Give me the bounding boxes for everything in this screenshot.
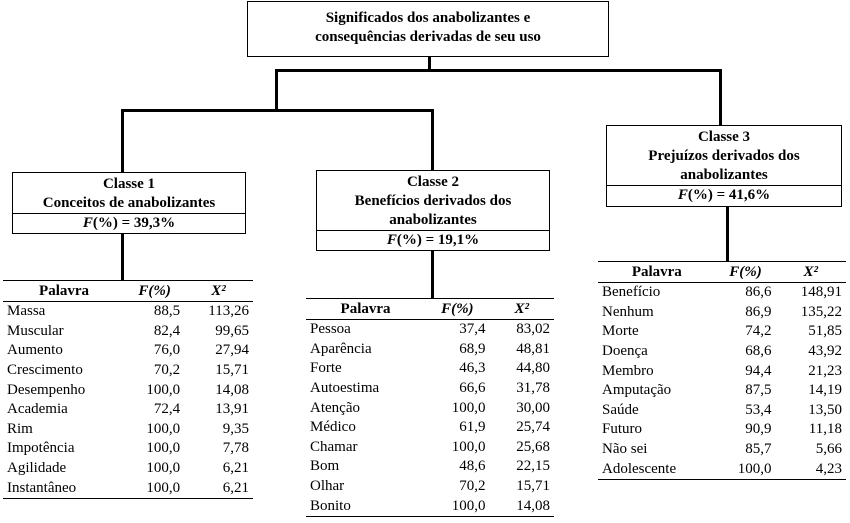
stem-right [719, 69, 722, 125]
table-row [598, 322, 846, 342]
word-cell: Pessoa [310, 321, 351, 338]
chi-square-cell: 6,21 [184, 478, 253, 498]
frequency-cell: 53,4 [745, 401, 772, 418]
table-row [598, 440, 846, 460]
frequency-cell: 100,0 [146, 440, 181, 457]
word-cell: Muscular [7, 322, 64, 339]
table-row [598, 361, 846, 381]
table-row [3, 302, 253, 322]
class1-box [12, 172, 246, 234]
frequency-cell: 82,4 [153, 322, 181, 339]
word-cell: Forte [310, 360, 342, 377]
frequency-cell: 70,2 [459, 478, 486, 495]
class1-word-table [3, 280, 253, 499]
table-row [3, 322, 253, 342]
table-row [3, 420, 253, 440]
stem-class3-table [726, 207, 729, 261]
chi-square-cell: 83,02 [516, 321, 550, 338]
chi-square-cell: 148,91 [800, 284, 842, 301]
stem-class1-table [121, 234, 124, 280]
frequency-cell: 100,0 [146, 460, 181, 477]
word-cell: Atenção [310, 399, 360, 416]
frequency-cell: 68,6 [745, 343, 772, 360]
class3-frequency: F(%) = 41,6% [607, 185, 841, 205]
word-cell: Nenhum [602, 303, 654, 320]
table-row [598, 283, 846, 303]
stem-class2 [431, 109, 434, 170]
stem-upper-left [275, 69, 278, 111]
frequency-cell: 46,3 [459, 360, 486, 377]
word-cell: Aparência [310, 340, 372, 357]
table-row [3, 361, 253, 381]
word-cell: Crescimento [7, 362, 83, 379]
frequency-cell: 90,9 [745, 421, 772, 438]
frequency-cell: 100,0 [146, 420, 181, 437]
chi-square-cell: 30,00 [516, 399, 550, 416]
class1-heading: Classe 1 [102, 176, 156, 192]
word-cell: Bonito [306, 496, 425, 516]
chi-square-cell: 113,26 [208, 303, 249, 320]
chi-square-cell: 11,18 [808, 421, 842, 438]
chi-square-cell: 48,81 [516, 340, 550, 357]
hbar-top [275, 69, 722, 72]
table-row [306, 418, 554, 438]
frequency-cell: 100,0 [125, 478, 184, 498]
frequency-cell: 74,2 [745, 323, 772, 340]
word-cell: Chamar [310, 438, 358, 455]
frequency-cell: 48,6 [459, 458, 486, 475]
chi-square-cell: 13,91 [215, 401, 249, 418]
word-cell: Rim [7, 420, 33, 437]
chi-square-cell: 14,08 [215, 381, 249, 398]
table-row [3, 478, 253, 498]
word-cell: Academia [7, 401, 68, 418]
chi-square-cell: 44,80 [516, 360, 550, 377]
table-row [598, 459, 846, 479]
word-cell: Autoestima [310, 380, 380, 397]
frequency-cell: 68,9 [459, 340, 486, 357]
table-row [3, 459, 253, 479]
table-row [306, 457, 554, 477]
chi-square-cell: 43,92 [808, 343, 842, 360]
frequency-cell: 100,0 [716, 459, 776, 479]
frequency-cell: 86,6 [745, 284, 772, 301]
chi-square-cell: 14,19 [808, 382, 842, 399]
column-header: X² [775, 262, 846, 283]
table-header-row [598, 262, 846, 283]
table-row [598, 401, 846, 421]
frequency-cell: 100,0 [451, 438, 486, 455]
table-header-row [306, 299, 554, 320]
word-cell: Bom [310, 458, 340, 475]
chi-square-cell: 6,21 [222, 460, 249, 477]
class2-heading: Classe 2 [406, 174, 460, 190]
class1-subtitle: Conceitos de anabolizantes [42, 195, 216, 211]
chi-square-cell: 9,35 [222, 420, 249, 437]
frequency-cell: 88,5 [153, 303, 181, 320]
word-cell: Membro [602, 362, 654, 379]
frequency-cell: 85,7 [745, 441, 772, 458]
table-row [306, 320, 554, 340]
frequency-cell: 100,0 [451, 399, 486, 416]
root-title-line2: consequências derivadas de seu uso [315, 29, 541, 45]
word-cell: Não sei [602, 441, 648, 458]
class3-subtitle-line1: Prejuízos derivados dos [648, 148, 800, 164]
table-row [3, 341, 253, 361]
word-cell: Amputação [602, 382, 672, 399]
table-row [306, 438, 554, 458]
class3-box [606, 125, 842, 207]
table-row [3, 380, 253, 400]
chi-square-cell: 4,23 [775, 459, 846, 479]
table-row [306, 379, 554, 399]
table-row [306, 340, 554, 360]
stem-class2-table [431, 251, 434, 298]
table-row [598, 420, 846, 440]
frequency-cell: 100,0 [425, 496, 489, 516]
column-header: F(%) [125, 281, 184, 302]
chi-square-cell: 25,74 [516, 419, 550, 436]
word-cell: Impotência [7, 440, 75, 457]
word-cell: Doença [602, 343, 648, 360]
frequency-cell: 94,4 [745, 362, 772, 379]
chi-square-cell: 25,68 [516, 438, 550, 455]
table-row [598, 381, 846, 401]
chi-square-cell: 15,71 [215, 362, 249, 379]
word-cell: Instantâneo [3, 478, 125, 498]
frequency-cell: 61,9 [459, 419, 486, 436]
chi-square-cell: 27,94 [215, 342, 249, 359]
word-cell: Olhar [310, 478, 345, 495]
chi-square-cell: 5,66 [815, 441, 842, 458]
column-header: Palavra [598, 262, 716, 283]
table-row [598, 303, 846, 323]
chi-square-cell: 7,78 [222, 440, 249, 457]
word-cell: Aumento [7, 342, 63, 359]
chi-square-cell: 99,65 [215, 322, 249, 339]
frequency-cell: 87,5 [745, 382, 772, 399]
stem-class1 [121, 109, 124, 172]
root-title-line1: Significados dos anabolizantes e [325, 10, 531, 26]
table-row [306, 477, 554, 497]
word-cell: Desempenho [7, 381, 86, 398]
word-cell: Agilidade [7, 460, 67, 477]
word-cell: Futuro [602, 421, 643, 438]
column-header: Palavra [306, 299, 425, 320]
class2-subtitle-line2: anabolizantes [389, 212, 477, 228]
column-header: F(%) [425, 299, 489, 320]
column-header: F(%) [716, 262, 776, 283]
class3-heading: Classe 3 [697, 129, 751, 145]
word-cell: Adolescente [598, 459, 716, 479]
column-header: Palavra [3, 281, 125, 302]
frequency-cell: 70,2 [153, 362, 181, 379]
frequency-cell: 100,0 [146, 381, 181, 398]
class3-subtitle-line2: anabolizantes [680, 167, 768, 183]
word-cell: Massa [7, 303, 46, 320]
column-header: X² [184, 281, 253, 302]
class2-word-table [306, 298, 554, 517]
class2-frequency: F(%) = 19,1% [317, 230, 549, 250]
class3-word-table [598, 261, 846, 480]
class1-frequency: F(%) = 39,3% [13, 213, 245, 233]
chi-square-cell: 21,23 [808, 362, 842, 379]
table-row [3, 439, 253, 459]
chi-square-cell: 15,71 [516, 478, 550, 495]
column-header: X² [490, 299, 554, 320]
table-row [306, 359, 554, 379]
table-row [3, 400, 253, 420]
word-cell: Saúde [602, 401, 639, 418]
table-header-row [3, 281, 253, 302]
frequency-cell: 66,6 [459, 380, 486, 397]
chi-square-cell: 14,08 [490, 496, 554, 516]
chi-square-cell: 135,22 [800, 303, 842, 320]
frequency-cell: 86,9 [745, 303, 772, 320]
word-cell: Morte [602, 323, 639, 340]
frequency-cell: 72,4 [153, 401, 181, 418]
chi-square-cell: 22,15 [516, 458, 550, 475]
table-row [306, 398, 554, 418]
chi-square-cell: 51,85 [808, 323, 842, 340]
chi-square-cell: 31,78 [516, 380, 550, 397]
table-row [598, 342, 846, 362]
frequency-cell: 37,4 [459, 321, 486, 338]
frequency-cell: 76,0 [153, 342, 181, 359]
class2-box [316, 170, 550, 251]
word-cell: Benefício [602, 284, 661, 301]
hbar-mid [121, 109, 434, 112]
root-box [247, 1, 609, 57]
class2-subtitle-line1: Benefícios derivados dos [354, 193, 512, 209]
word-cell: Médico [310, 419, 356, 436]
table-row [306, 496, 554, 516]
chi-square-cell: 13,50 [808, 401, 842, 418]
